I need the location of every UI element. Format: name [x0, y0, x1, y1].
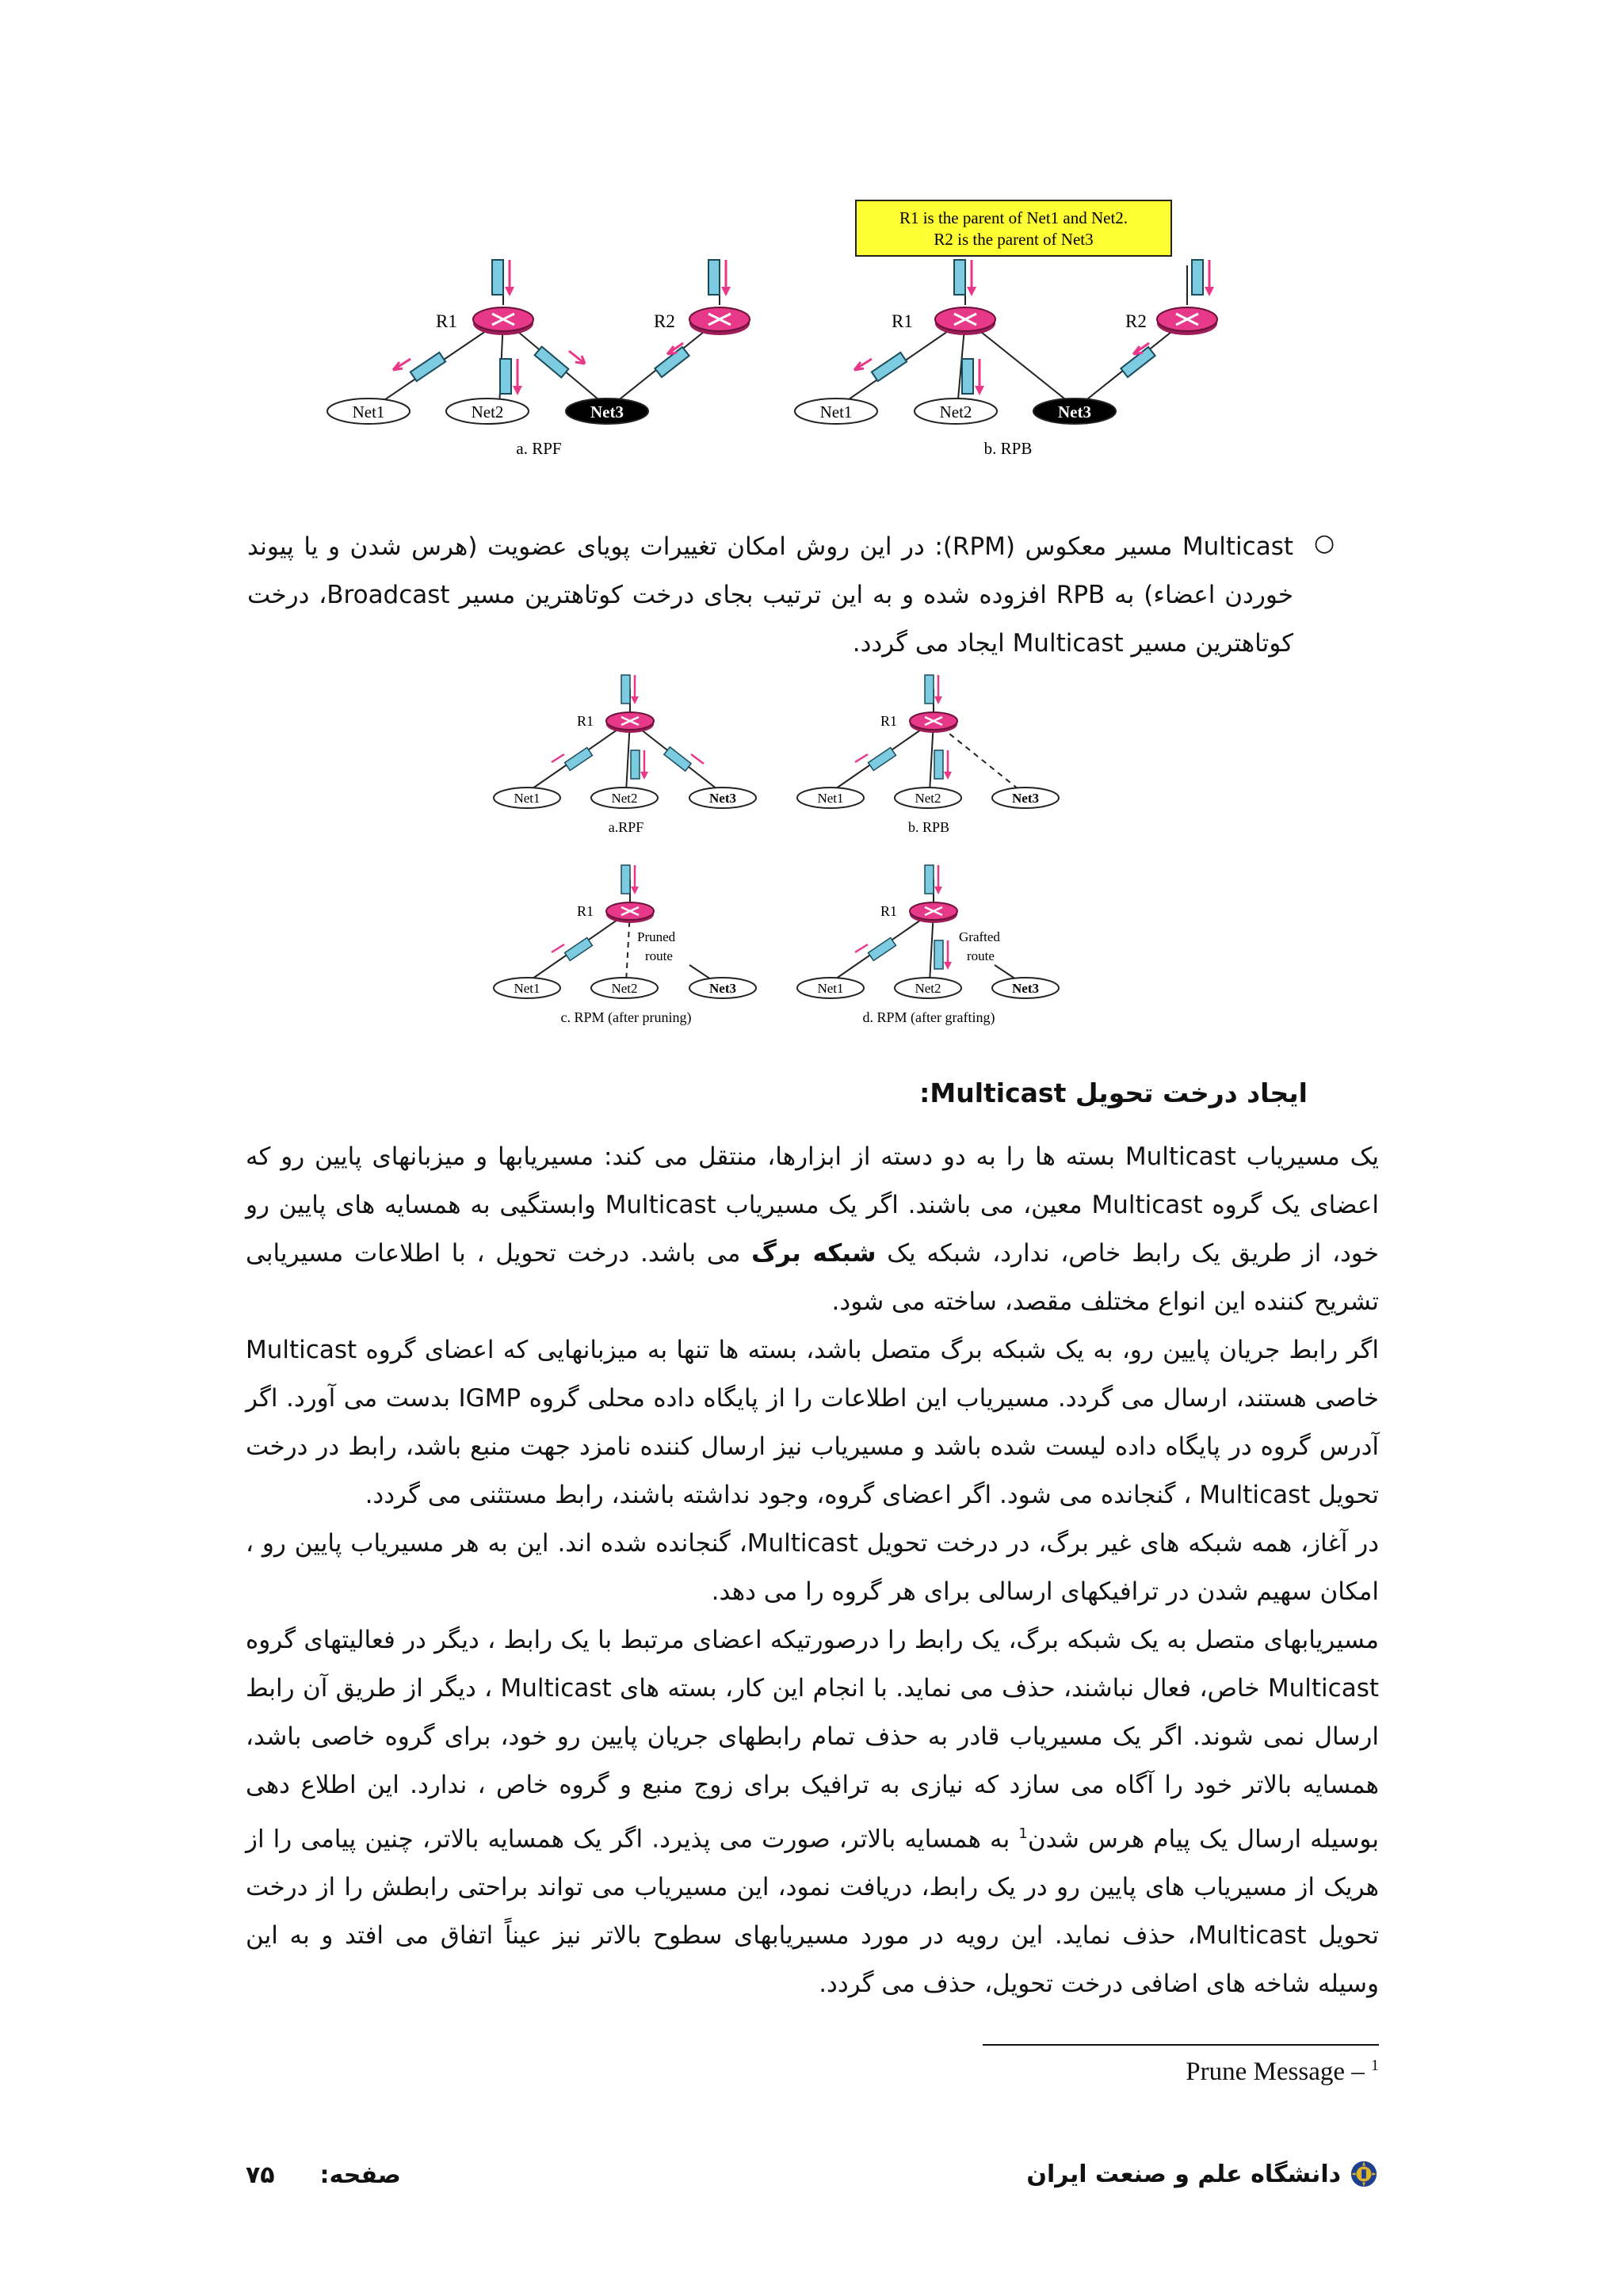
paragraph-2: اگر رابط جریان پایین رو، به یک شبکه برگ متصل باشد، بسته ها تنها به میزبانهایی که اعضای گروه Multicast خاصی هستند، ارسال می گردد. مسیریاب این اطلاعات را از پایگاه داده محلی گروه IGMP بدست می آورد. اگر آدرس گروه در پایگاه داده لیست شده باشد و مسیریاب نیز ارسال کننده نامزد جهت منبع باشد، رابط در درخت تحویل Multicast ، گنجانده می شود. اگر اعضای گروه، وجود نداشته باشند، رابط مستثنی می گردد. [246, 1336, 1379, 1509]
net3-label-b2: Net3 [1012, 791, 1039, 806]
banner-line-2: R2 is the parent of Net3 [934, 230, 1094, 249]
paragraph-4 [246, 1616, 1379, 2008]
caption-c2: c. RPM (after pruning) [560, 1009, 692, 1025]
footer-page [246, 2161, 401, 2189]
net1-label-b: Net1 [819, 402, 853, 421]
paragraph-3: در آغاز، همه شبکه های غیر برگ، در درخت تحویل Multicast، گنجانده شده اند. این به هر مسیریاب پایین رو ، امکان سهیم شدن در ترافیکهای ارسالی برای هر گروه را می دهد. [246, 1529, 1379, 1606]
figure-rpm-panels [475, 673, 1078, 1038]
footnote-divider [983, 2044, 1379, 2046]
paragraph-1-part-2: می باشد. درخت تحویل ، با اطلاعات مسیریابی تشریح کننده این انواع مختلف مقصد، ساخته می شود. [246, 1239, 1379, 1316]
net1-label-c2: Net1 [514, 981, 540, 996]
net2-label-a2: Net2 [611, 791, 638, 806]
r2-label: R2 [654, 311, 675, 331]
section-heading: ایجاد درخت تحویل Multicast: [919, 1077, 1308, 1108]
caption-a: a. RPF [516, 439, 562, 458]
figure-rpf-rpb [317, 194, 1252, 471]
r2-label-b: R2 [1125, 311, 1147, 331]
diagram-b-rpb [795, 260, 1217, 458]
panel-a-rpf [494, 675, 756, 835]
footnote [983, 2057, 1379, 2087]
diagram-a-rpf [327, 260, 750, 458]
net1-label-d2: Net1 [817, 981, 844, 996]
university-logo-icon [1349, 2159, 1379, 2189]
university-name: دانشگاه علم و صنعت ایران [1026, 2160, 1341, 2188]
pruned-label-2: route [645, 948, 673, 963]
panel-b-rpb [797, 675, 1059, 835]
net1-label-a2: Net1 [514, 791, 540, 806]
leaf-network-term: شبکه برگ [751, 1239, 876, 1268]
net3-label-a2: Net3 [709, 791, 736, 806]
net3-label-d2: Net3 [1012, 981, 1039, 996]
footer-university [1026, 2159, 1379, 2189]
net1-label-b2: Net1 [817, 791, 844, 806]
caption-b2: b. RPB [907, 819, 950, 835]
router-r1-icon [473, 307, 533, 335]
net3-label: Net3 [590, 402, 624, 421]
footnote-number: 1 [1371, 2057, 1379, 2074]
paragraph-4-part-1: مسیریابهای متصل به یک شبکه برگ، یک رابط را درصورتیکه اعضای مرتبط با یک رابط ، دیگر در فعالیتهای گروه Multicast خاص، فعال نباشند، حذف می نماید. با انجام این کار، بسته های Multicast ، دیگر از طریق آن رابط ارسال نمی شوند. اگر یک مسیریاب قادر به حذف تمام رابطهای جریان پایین رو خود، برای گروه خاصی باشد، همسایه بالاتر خود را آگاه می سازد که نیازی به ترافیک برای زوج منبع و گروه خاص ، ندارد. این اطلاع دهی بوسیله ارسال یک پیام هرس شدن [246, 1626, 1380, 1854]
caption-b: b. RPB [983, 439, 1033, 458]
paragraph-4-part-2: به همسایه بالاتر، صورت می پذیرد. اگر یک همسایه بالاتر، چنین پیامی را از هریک از مسیریاب های پایین رو در یک رابط، دریافت نمود، این مسیریاب می تواند براحتی رابطش را از درخت تحویل Multicast، حذف نماید. این رویه در مورد مسیریابهای سطوح بالاتر نیز عیناً اتفاق می افتد و به این وسیله شاخه های اضافی درخت تحویل، حذف می گردد. [246, 1825, 1379, 1999]
footnote-text: Prune Message – [1186, 2058, 1365, 2086]
pruned-label-1: Pruned [637, 929, 676, 944]
r1-label-b2: R1 [880, 713, 898, 729]
panel-c-pruning [494, 865, 756, 1026]
grafted-label-2: route [967, 948, 995, 963]
router-r2-icon [689, 307, 750, 335]
bullet-circle-icon: ○ [1314, 529, 1335, 557]
paragraph-1 [246, 1133, 1379, 1326]
net1-label: Net1 [352, 402, 385, 421]
grafted-label-1: Grafted [959, 929, 1000, 944]
caption-a2: a.RPF [608, 819, 644, 835]
r1-label: R1 [436, 311, 457, 331]
r1-label-c2: R1 [577, 903, 594, 919]
panel-d-grafting [797, 865, 1059, 1026]
net2-label-b: Net2 [939, 402, 972, 421]
net2-label-c2: Net2 [611, 981, 638, 996]
caption-d2: d. RPM (after grafting) [862, 1009, 995, 1025]
net3-label-b: Net3 [1058, 402, 1091, 421]
page-number: ۷۵ [246, 2161, 275, 2189]
banner-line-1: R1 is the parent of Net1 and Net2. [899, 208, 1128, 227]
net3-label-c2: Net3 [709, 981, 736, 996]
net2-label: Net2 [471, 402, 504, 421]
r1-label-b: R1 [892, 311, 913, 331]
net2-label-d2: Net2 [915, 981, 941, 996]
paragraph-rpm: Multicast مسیر معکوس (RPM): در این روش امکان تغییرات پویای عضویت (هرس شدن و یا پیوند خوردن اعضاء) به RPB افزوده شده و به این ترتیب بجای درخت کوتاهترین مسیر Broadcast، درخت کوتاهترین مسیر Multicast ایجاد می گردد. [247, 532, 1293, 658]
net2-label-b2: Net2 [915, 791, 941, 806]
r1-label-a2: R1 [577, 713, 594, 729]
page-label: صفحه: [319, 2161, 401, 2189]
footnote-ref: 1 [1018, 1825, 1028, 1842]
paragraph-1-part-1: یک مسیریاب Multicast بسته ها را به دو دسته از ابزارها، منتقل می کند: مسیریابها و میزبانهای پایین رو که اعضای یک گروه Multicast معین، می باشند. اگر یک مسیریاب Multicast وابستگیی به همسایه های پایین رو خود، از طریق یک رابط خاص، ندارد، شبکه یک [246, 1142, 1380, 1268]
r1-label-d2: R1 [880, 903, 898, 919]
